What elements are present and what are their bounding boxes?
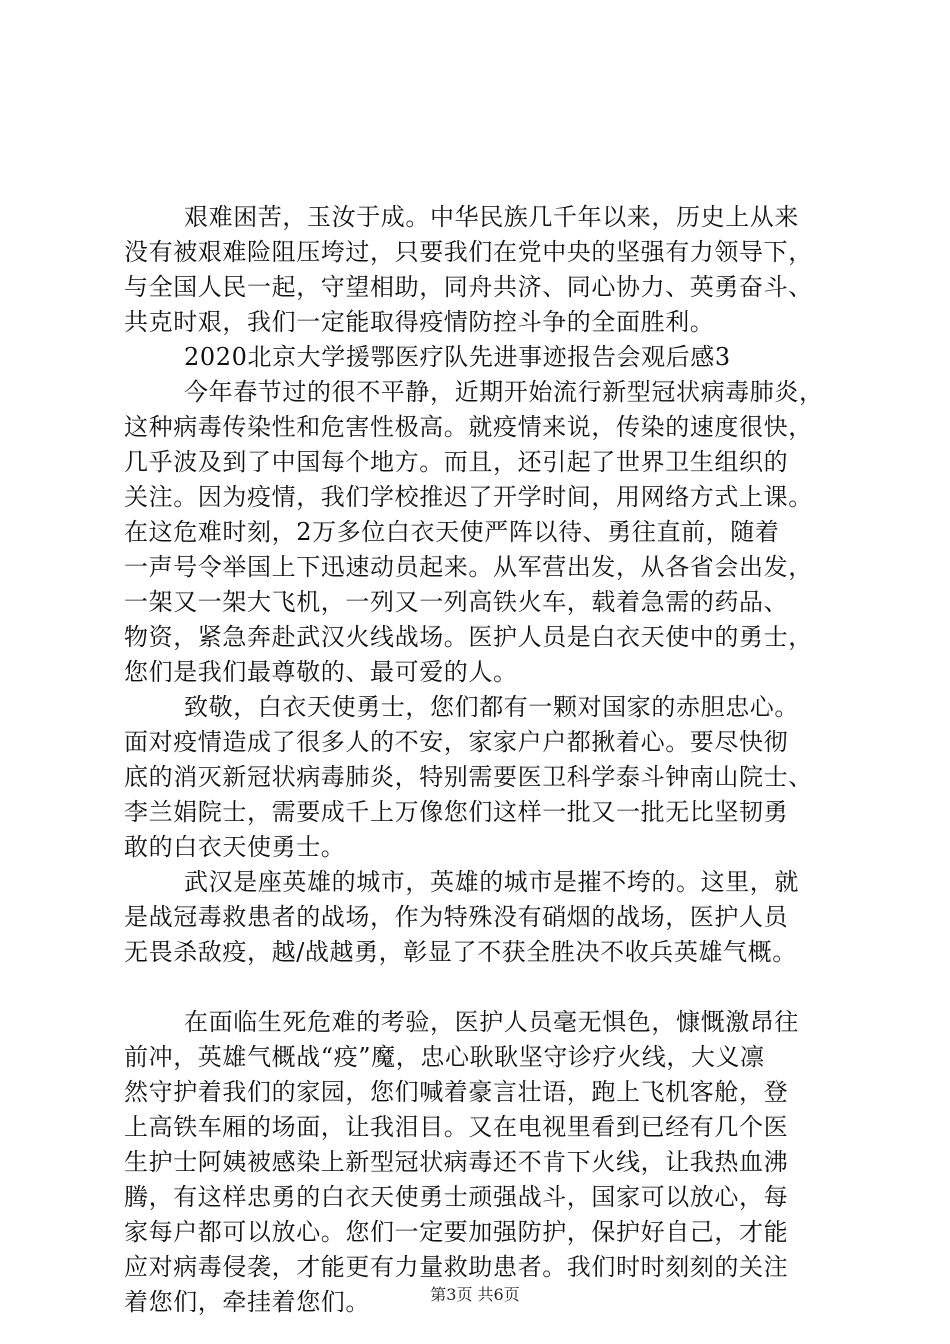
paragraph-line: 共克时艰，我们一定能取得疫情防控斗争的全面胜利。 [124,308,715,336]
paragraph-line: 物资，紧急奔赴武汉火线战场。医护人员是白衣天使中的勇士， [124,623,813,651]
paragraph-line: 这种病毒传染性和危害性极高。就疫情来说，传染的速度很快， [124,413,813,441]
paragraph-line: 艰难困苦，玉汝于成。中华民族几千年以来，历史上从来 [184,203,799,231]
page-footer [0,1285,950,1305]
page-number-label: 第3页 共6页 [430,1285,520,1304]
paragraph-line: 没有被艰难险阻压垮过，只要我们在党中央的坚强有力领导下， [124,238,813,266]
paragraph-line: 敢的白衣天使勇士。 [124,833,346,861]
paragraph-line: 在面临生死危难的考验，医护人员毫无惧色，慷慨激昂往 [184,1008,799,1036]
paragraph-line: 然守护着我们的家园，您们喊着豪言壮语，跑上飞机客舱，登 [124,1078,789,1106]
paragraph-line: 着您们，牵挂着您们。 [124,1288,370,1316]
paragraph-line: 一架又一架大飞机，一列又一列高铁火车，载着急需的药品、 [124,588,789,616]
paragraph-gap [124,970,844,1005]
paragraph-line: 家每户都可以放心。您们一定要加强防护，保护好自己，才能 [124,1218,789,1246]
paragraph-line: 一声号令举国上下迅速动员起来。从军营出发，从各省会出发， [124,553,813,581]
paragraph-line: 上高铁车厢的场面，让我泪目。又在电视里看到已经有几个医 [124,1113,789,1141]
paragraph-line: 面对疫情造成了很多人的不安，家家户户都揪着心。要尽快彻 [124,728,789,756]
paragraph-line: 李兰娟院士，需要成千上万像您们这样一批又一批无比坚韧勇 [124,798,789,826]
paragraph-line: 今年春节过的很不平静，近期开始流行新型冠状病毒肺炎， [184,378,824,406]
paragraph-line: 关注。因为疫情，我们学校推迟了开学时间，用网络方式上课。 [124,483,813,511]
paragraph-line: 底的消灭新冠状病毒肺炎，特别需要医卫科学泰斗钟南山院士、 [124,763,813,791]
section-heading: 2020北京大学援鄂医疗队先进事迹报告会观后感3 [184,343,731,371]
paragraph-line: 是战冠毒救患者的战场，作为特殊没有硝烟的战场，医护人员 [124,903,789,931]
paragraph-line: 在这危难时刻，2万多位白衣天使严阵以待、勇往直前，随着 [124,518,780,546]
paragraph-line: 应对病毒侵袭，才能更有力量救助患者。我们时时刻刻的关注 [124,1253,789,1281]
paragraph-line: 前冲，英雄气概战“疫”魔，忠心耿耿坚守诊疗火线，大义凛 [124,1043,765,1071]
paragraph-line: 致敬，白衣天使勇士，您们都有一颗对国家的赤胆忠心。 [184,693,799,721]
paragraph-line: 与全国人民一起，守望相助，同舟共济、同心协力、英勇奋斗、 [124,273,813,301]
paragraph-line: 腾，有这样忠勇的白衣天使勇士顽强战斗，国家可以放心，每 [124,1183,789,1211]
paragraph-line: 生护士阿姨被感染上新型冠状病毒还不肯下火线，让我热血沸 [124,1148,789,1176]
paragraph-line: 武汉是座英雄的城市，英雄的城市是摧不垮的。这里，就 [184,868,799,896]
paragraph-line: 您们是我们最尊敬的、最可爱的人。 [124,658,518,686]
paragraph-line: 几乎波及到了中国每个地方。而且，还引起了世界卫生组织的 [124,448,789,476]
document-body [124,200,844,1320]
paragraph-line: 无畏杀敌疫，越/战越勇，彰显了不获全胜决不收兵英雄气概。 [124,938,797,966]
